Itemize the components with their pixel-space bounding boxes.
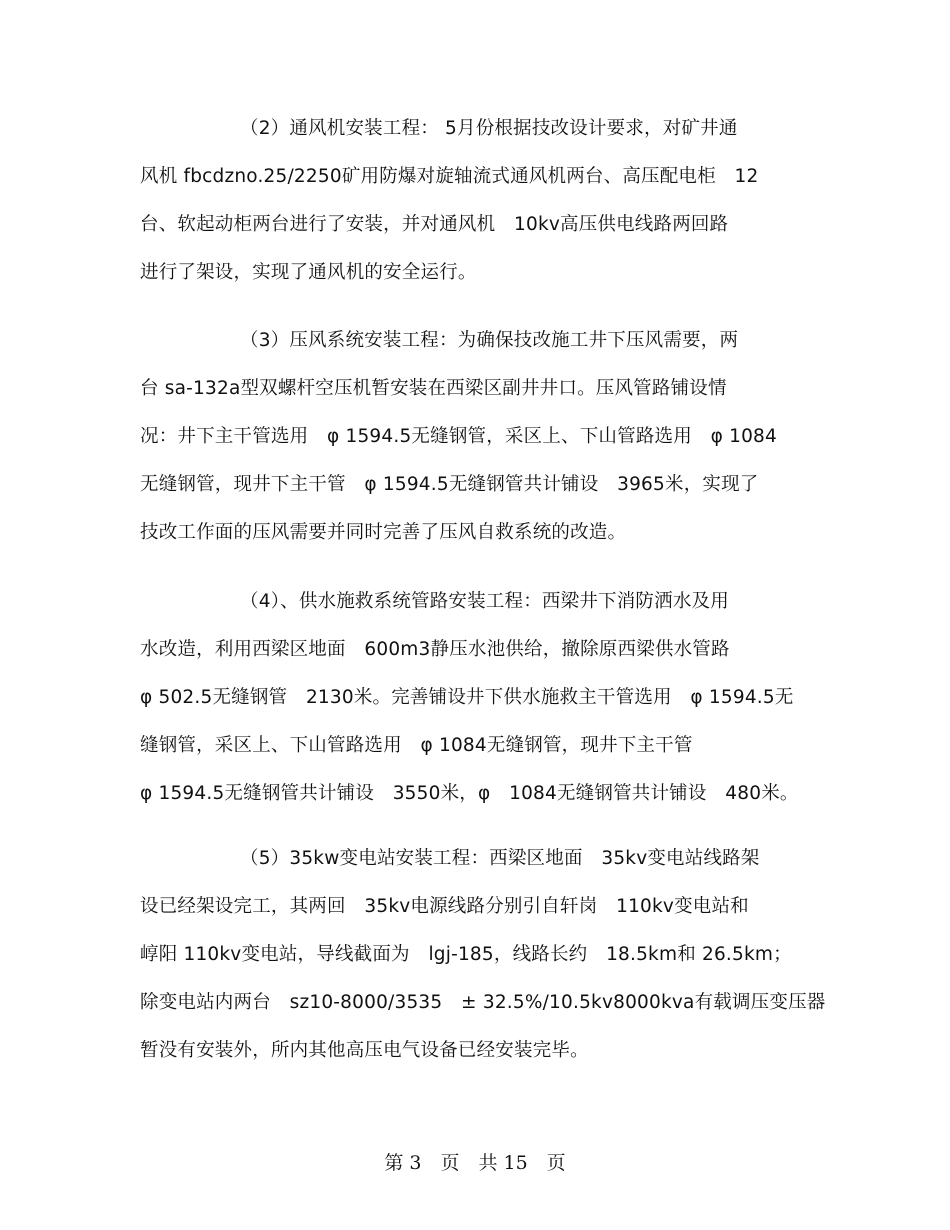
page-number-footer: 第 3 页 共 15 页: [384, 1152, 566, 1174]
paragraph-line: （3）压风系统安装工程：为确保技改施工井下压风需要，两: [240, 330, 739, 351]
paragraph-ventilator-installation: [140, 105, 830, 297]
paragraph-line: 台 sa-132a型双螺杆空压机暂安装在西梁区副井井口。压风管路铺设情: [140, 378, 727, 399]
paragraph-substation-installation: [140, 835, 830, 1075]
paragraph-line: （4）、供水施救系统管路安装工程：西梁井下消防洒水及用: [240, 591, 729, 612]
paragraph-line: 技改工作面的压风需要并同时完善了压风自救系统的改造。: [140, 522, 627, 543]
paragraph-line: 无缝钢管，现井下主干管 φ 1594.5无缝钢管共计铺设 3965米，实现了: [140, 474, 759, 495]
paragraph-line: 除变电站内两台 sz10-8000/3535 ± 32.5%/10.5kv8000kva有载调压变压器: [140, 992, 826, 1013]
paragraph-line: （2）通风机安装工程： 5月份根据技改设计要求，对矿井通: [240, 118, 738, 139]
paragraph-line: （5）35kw变电站安装工程：西梁区地面 35kv变电站线路架: [240, 848, 760, 869]
paragraph-line: 缝钢管，采区上、下山管路选用 φ 1084无缝钢管，现井下主干管: [140, 735, 693, 756]
paragraph-line: 设已经架设完工，其两回 35kv电源线路分别引自轩岗 110kv变电站和: [140, 896, 749, 917]
paragraph-line: 进行了架设，实现了通风机的安全运行。: [140, 262, 477, 283]
paragraph-line: 暂没有安装外，所内其他高压电气设备已经安装完毕。: [140, 1040, 589, 1061]
paragraph-line: 况：井下主干管选用 φ 1594.5无缝钢管，采区上、下山管路选用 φ 1084: [140, 426, 777, 447]
paragraph-compressed-air-system: [140, 317, 830, 557]
paragraph-line: φ 1594.5无缝钢管共计铺设 3550米，φ 1084无缝钢管共计铺设 480米。: [140, 783, 799, 804]
paragraph-line: 风机 fbcdzno.25/2250矿用防爆对旋轴流式通风机两台、高压配电柜 12: [140, 166, 759, 187]
paragraph-water-supply-rescue-piping: [140, 578, 830, 818]
paragraph-line: 台、软起动柜两台进行了安装，并对通风机 10kv高压供电线路两回路: [140, 214, 729, 235]
paragraph-line: 崞阳 110kv变电站，导线截面为 lgj-185，线路长约 18.5km和 26.5km；: [140, 944, 792, 965]
paragraph-line: φ 502.5无缝钢管 2130米。完善铺设井下供水施救主干管选用 φ 1594.5无: [140, 687, 794, 708]
paragraph-line: 水改造，利用西梁区地面 600m3静压水池供给，撤除原西梁供水管路: [140, 639, 730, 660]
